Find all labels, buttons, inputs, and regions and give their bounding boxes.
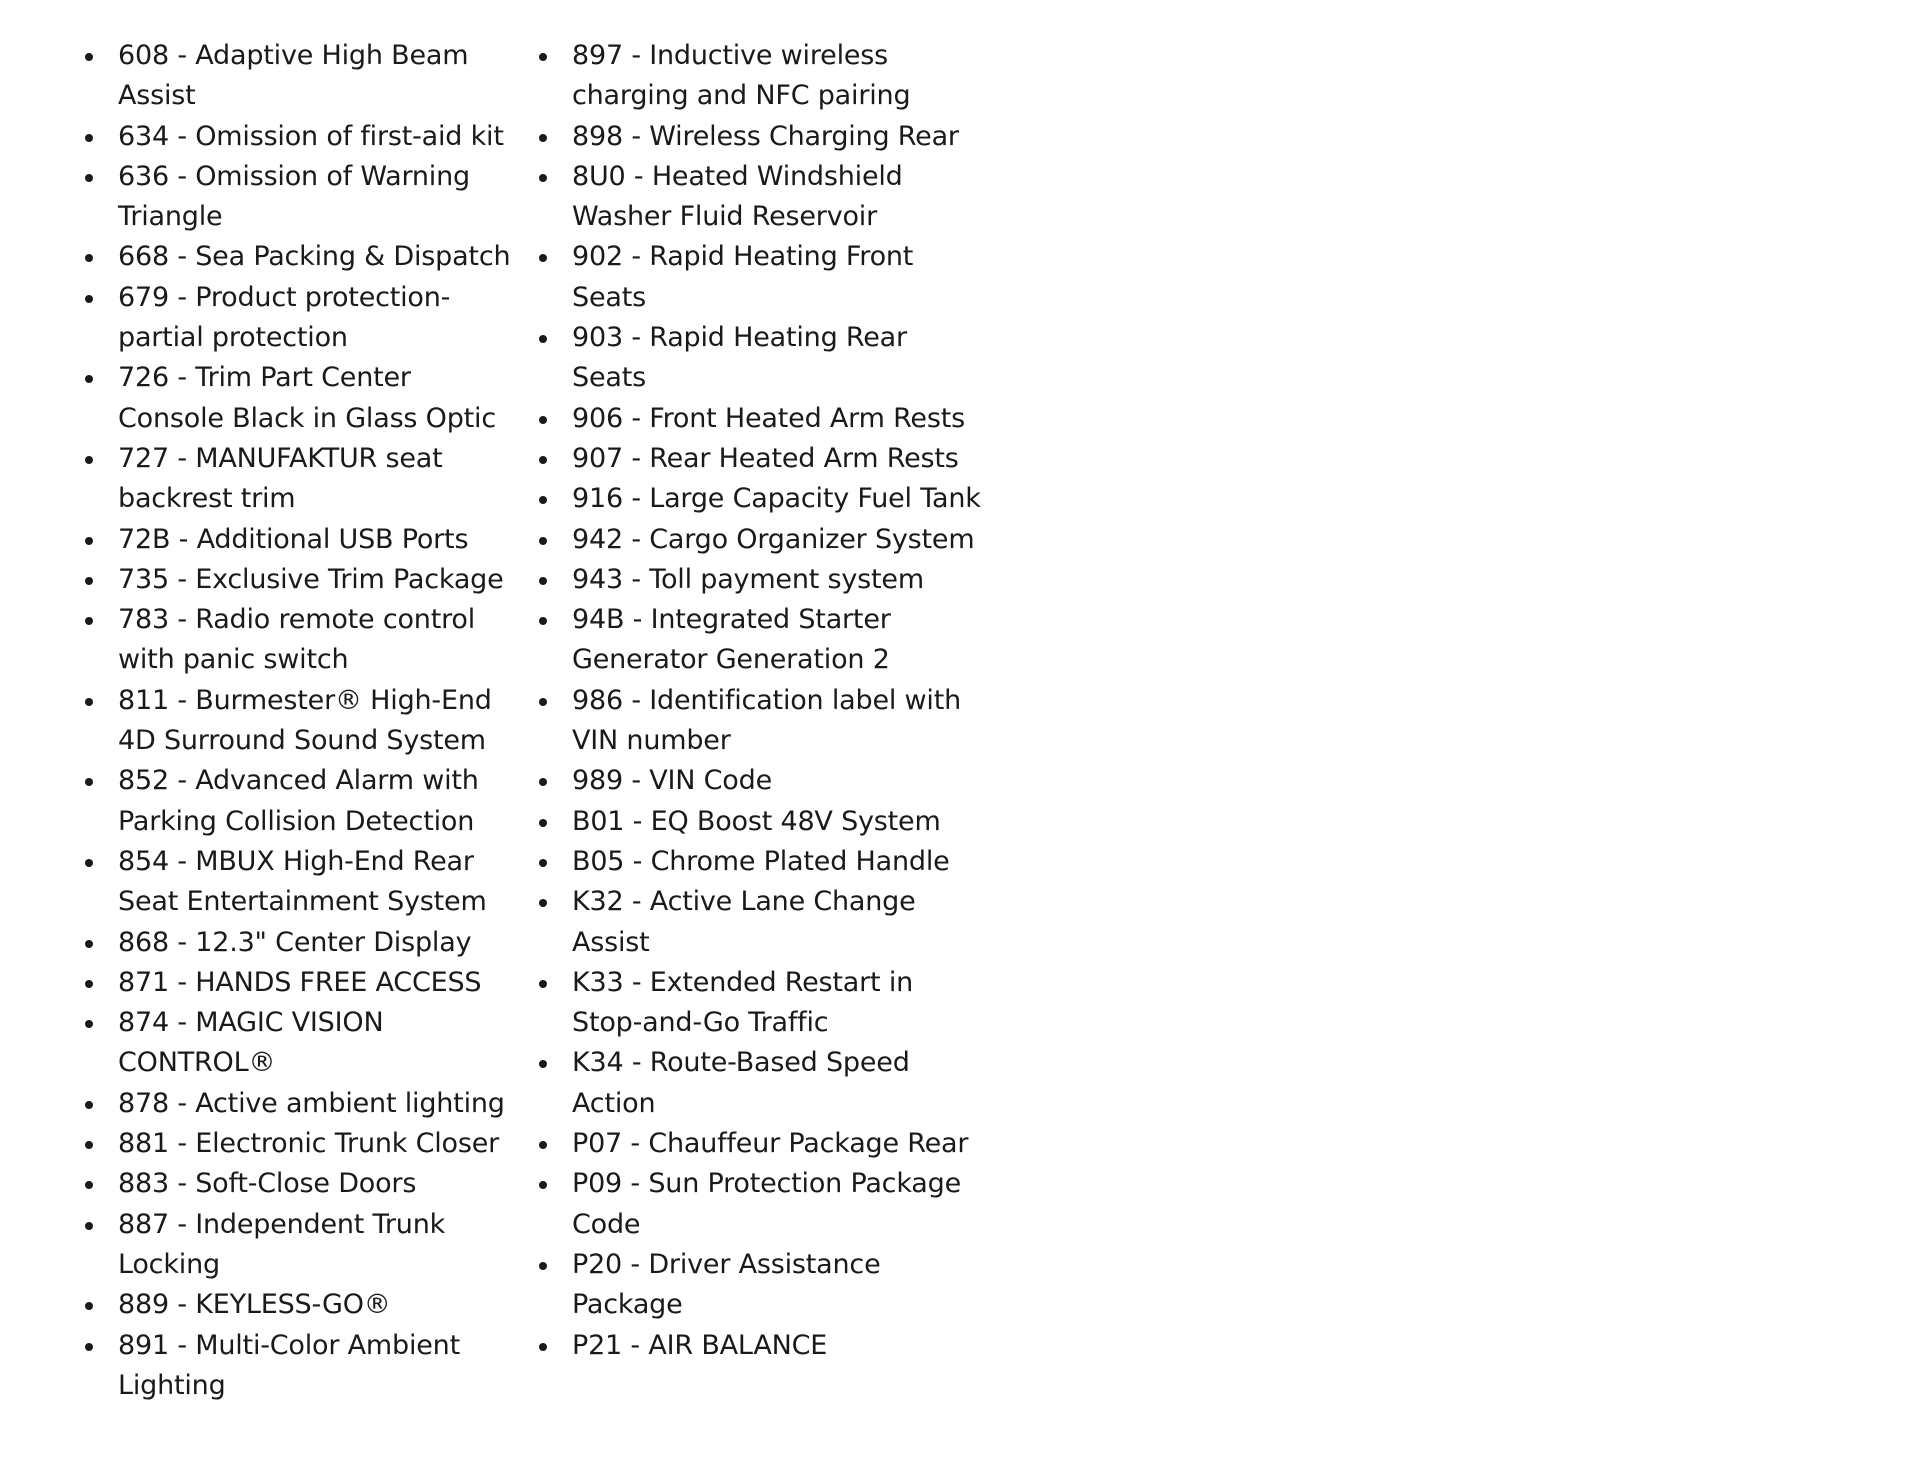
list-item: B05 - Chrome Plated Handle bbox=[536, 842, 986, 882]
list-item: 897 - Inductive wireless charging and NFC pairing bbox=[536, 36, 986, 117]
list-item: 94B - Integrated Starter Generator Generation 2 bbox=[536, 600, 986, 681]
list-item: 608 - Adaptive High Beam Assist bbox=[82, 36, 522, 117]
list-item: 726 - Trim Part Center Console Black in Glass Optic bbox=[82, 358, 522, 439]
list-item: K34 - Route-Based Speed Action bbox=[536, 1043, 986, 1124]
list-item: 903 - Rapid Heating Rear Seats bbox=[536, 318, 986, 399]
list-item: 942 - Cargo Organizer System bbox=[536, 520, 986, 560]
list-item: 881 - Electronic Trunk Closer bbox=[82, 1124, 522, 1164]
list-item: 852 - Advanced Alarm with Parking Collision Detection bbox=[82, 761, 522, 842]
list-item: 727 - MANUFAKTUR seat backrest trim bbox=[82, 439, 522, 520]
list-item: 811 - Burmester® High-End 4D Surround Sound System bbox=[82, 681, 522, 762]
list-item: 878 - Active ambient lighting bbox=[82, 1084, 522, 1124]
list-item: 943 - Toll payment system bbox=[536, 560, 986, 600]
options-list-left bbox=[82, 36, 522, 1406]
list-item: 854 - MBUX High-End Rear Seat Entertainment System bbox=[82, 842, 522, 923]
list-item: 916 - Large Capacity Fuel Tank bbox=[536, 479, 986, 519]
list-item: 735 - Exclusive Trim Package bbox=[82, 560, 522, 600]
list-item: K33 - Extended Restart in Stop-and-Go Traffic bbox=[536, 963, 986, 1044]
list-item: 634 - Omission of first-aid kit bbox=[82, 117, 522, 157]
options-list-right bbox=[536, 36, 986, 1366]
list-item: 8U0 - Heated Windshield Washer Fluid Reservoir bbox=[536, 157, 986, 238]
list-item: 636 - Omission of Warning Triangle bbox=[82, 157, 522, 238]
list-item: P09 - Sun Protection Package Code bbox=[536, 1164, 986, 1245]
list-item: 679 - Product protection-partial protection bbox=[82, 278, 522, 359]
list-item: 868 - 12.3" Center Display bbox=[82, 923, 522, 963]
list-item: P20 - Driver Assistance Package bbox=[536, 1245, 986, 1326]
list-item: 874 - MAGIC VISION CONTROL® bbox=[82, 1003, 522, 1084]
list-item: B01 - EQ Boost 48V System bbox=[536, 802, 986, 842]
list-item: 883 - Soft-Close Doors bbox=[82, 1164, 522, 1204]
list-item: K32 - Active Lane Change Assist bbox=[536, 882, 986, 963]
list-item: 72B - Additional USB Ports bbox=[82, 520, 522, 560]
list-item: 889 - KEYLESS-GO® bbox=[82, 1285, 522, 1325]
list-item: 898 - Wireless Charging Rear bbox=[536, 117, 986, 157]
list-item: P21 - AIR BALANCE bbox=[536, 1326, 986, 1366]
list-item: 887 - Independent Trunk Locking bbox=[82, 1205, 522, 1286]
list-item: 906 - Front Heated Arm Rests bbox=[536, 399, 986, 439]
list-item: 668 - Sea Packing & Dispatch bbox=[82, 237, 522, 277]
list-item: 891 - Multi-Color Ambient Lighting bbox=[82, 1326, 522, 1407]
list-item: 989 - VIN Code bbox=[536, 761, 986, 801]
list-item: 871 - HANDS FREE ACCESS bbox=[82, 963, 522, 1003]
list-item: 902 - Rapid Heating Front Seats bbox=[536, 237, 986, 318]
list-item: 907 - Rear Heated Arm Rests bbox=[536, 439, 986, 479]
list-item: 986 - Identification label with VIN number bbox=[536, 681, 986, 762]
list-item: 783 - Radio remote control with panic switch bbox=[82, 600, 522, 681]
list-item: P07 - Chauffeur Package Rear bbox=[536, 1124, 986, 1164]
